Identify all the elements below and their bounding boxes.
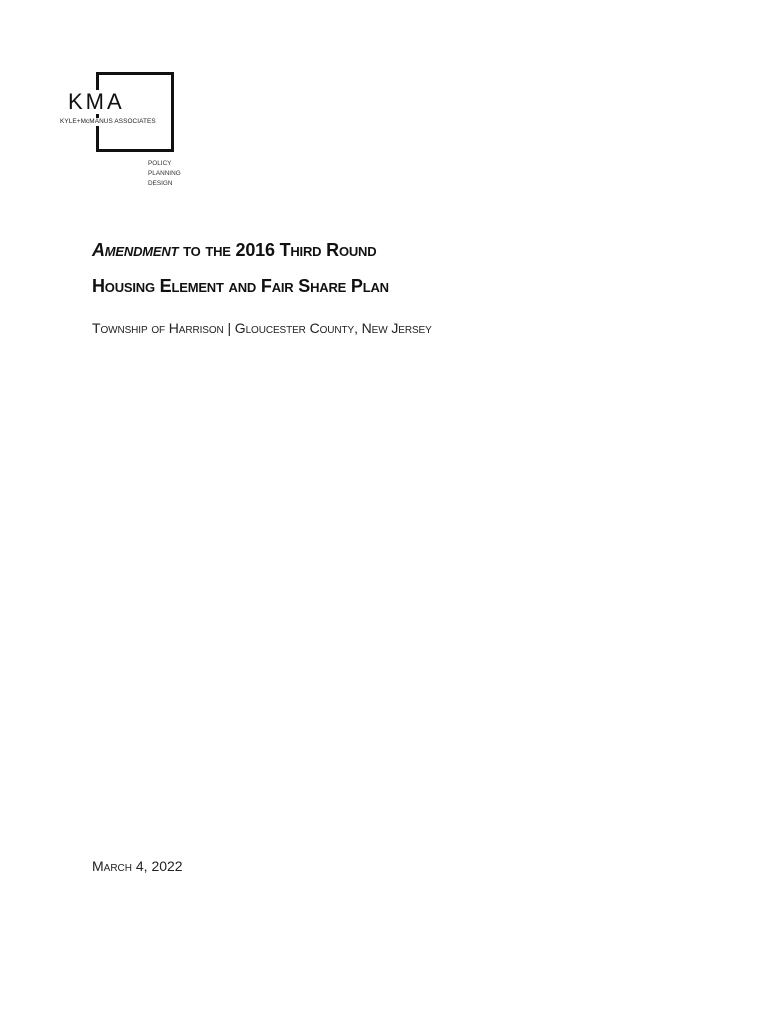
logo-tagline-line: POLICY bbox=[148, 160, 172, 167]
logo-firm-name: KYLE+McMANUS ASSOCIATES bbox=[60, 118, 156, 125]
logo-tagline-line: PLANNING bbox=[148, 170, 181, 177]
logo-tagline-line: DESIGN bbox=[148, 180, 173, 187]
document-title bbox=[92, 232, 712, 304]
logo-mark: KMA bbox=[68, 90, 129, 114]
title-line-1 bbox=[92, 232, 712, 268]
logo-tagline bbox=[148, 159, 181, 189]
document-date: March 4, 2022 bbox=[92, 858, 183, 874]
title-line-1-rest: to the 2016 Third Round bbox=[178, 240, 377, 260]
document-subtitle: Township of Harrison | Gloucester County, New Jersey bbox=[92, 320, 432, 336]
kma-logo bbox=[60, 68, 220, 198]
title-line-2: Housing Element and Fair Share Plan bbox=[92, 276, 389, 296]
title-emphasis: Amendment bbox=[92, 240, 179, 260]
